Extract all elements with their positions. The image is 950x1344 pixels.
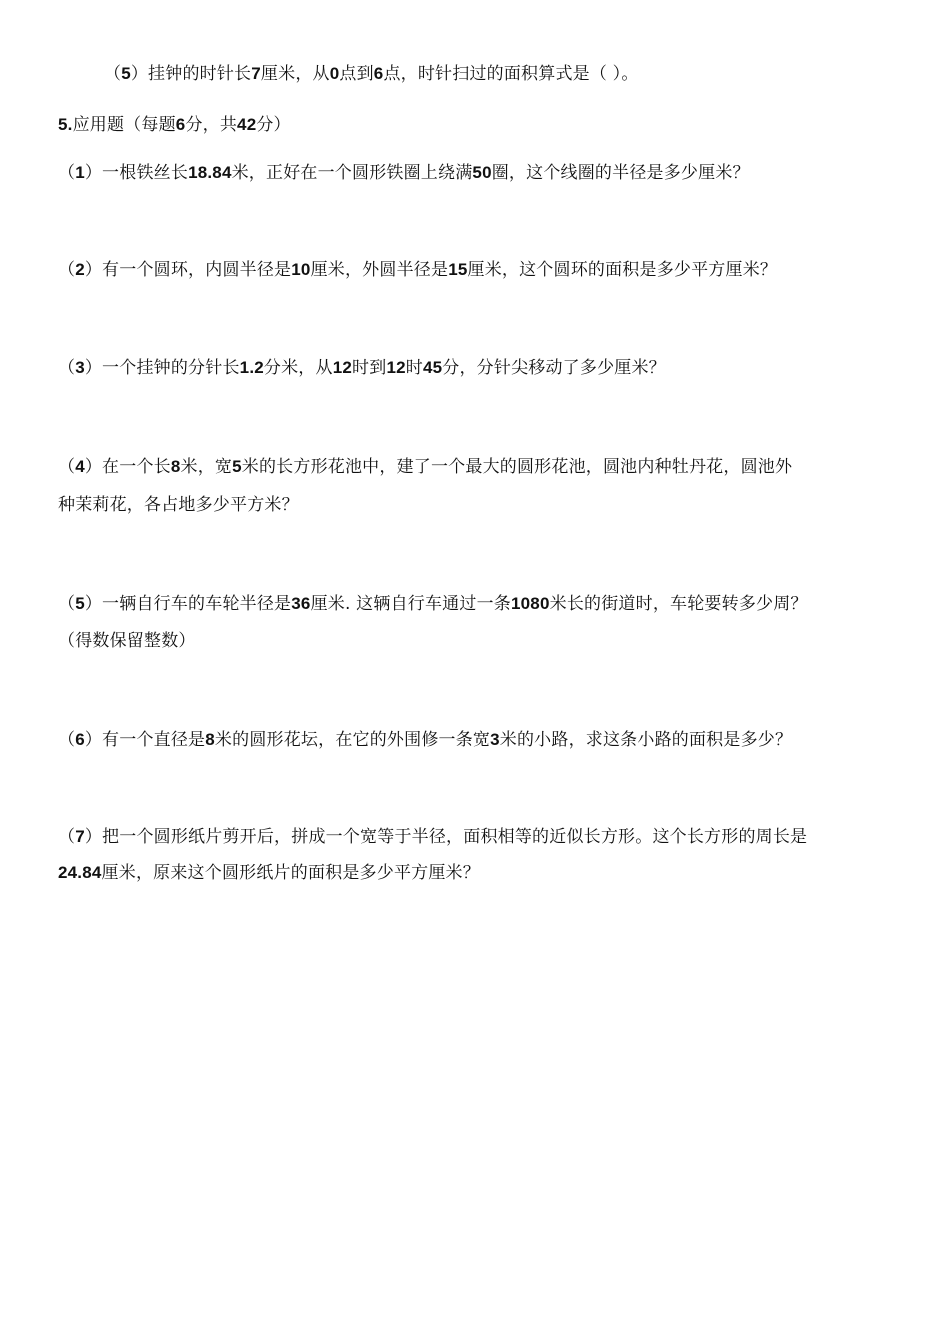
question-number: 6 [75, 730, 85, 749]
question-number: 7 [75, 827, 85, 846]
number: 42 [237, 115, 257, 134]
question-1 [58, 162, 750, 184]
question-number: 5 [121, 64, 131, 83]
number: 8 [170, 457, 181, 476]
paren-open: （ [58, 594, 76, 614]
question-number: 5 [75, 594, 85, 613]
question-text: ）有一个直径是 [84, 730, 206, 750]
question-7-continuation [58, 862, 480, 884]
question-number: 2 [75, 260, 85, 279]
section-text: 分） [256, 115, 291, 135]
question-7 [58, 826, 807, 848]
question-5-continuation: （得数保留整数） [58, 631, 196, 651]
number: 10 [291, 260, 311, 279]
paren-open: （ [58, 730, 76, 750]
question-4-continuation: 种茉莉花，各占地多少平方米？ [58, 495, 299, 515]
question-text: 米长的街道时，车轮要转多少周？ [549, 594, 808, 614]
number: 50 [472, 163, 492, 182]
question-number: 4 [75, 457, 85, 476]
number: 12 [332, 358, 353, 377]
section-heading [58, 114, 291, 136]
paren-open: （ [104, 64, 122, 84]
question-text: 厘米. 这辆自行车通过一条 [310, 594, 511, 614]
question-text: ）一个挂钟的分针长 [84, 358, 240, 378]
number: 45 [422, 358, 443, 377]
number: 0 [329, 64, 340, 83]
number: 6 [175, 115, 186, 134]
question-text: 厘米，原来这个圆形纸片的面积是多少平方厘米？ [101, 863, 480, 883]
paren-open: （ [58, 457, 76, 477]
question-text: 厘米，从 [260, 64, 330, 84]
paren-open: （ [58, 827, 76, 847]
question-text: 分米，从 [263, 358, 333, 378]
section-text: 应用题（每题 [72, 115, 176, 135]
paren-open: （ [58, 358, 76, 378]
question-text: 圈，这个线圈的半径是多少厘米？ [491, 163, 750, 183]
question-text: ）挂钟的时针长 [130, 64, 252, 84]
number: 24.84 [58, 863, 102, 882]
question-text: 米的圆形花坛，在它的外围修一条宽 [214, 730, 491, 750]
number: 12 [386, 358, 406, 377]
number: 15 [448, 260, 468, 279]
number: 8 [205, 730, 215, 749]
question-5 [58, 593, 808, 615]
question-text: 时到 [352, 358, 387, 378]
question-2 [58, 259, 777, 281]
question-text: 米，正好在一个圆形铁圈上绕满 [231, 163, 473, 183]
question-3 [58, 357, 666, 379]
question-text: 分，分针尖移动了多少厘米？ [442, 358, 666, 378]
question-text: 厘米，这个圆环的面积是多少平方厘米？ [467, 260, 778, 280]
question-text: 点到 [339, 64, 374, 84]
question-text: 时 [405, 358, 423, 378]
question-number: 3 [75, 358, 85, 377]
number: 18.84 [188, 163, 232, 182]
question-text: ）有一个圆环，内圆半径是 [84, 260, 292, 280]
section-text: 分，共 [185, 115, 238, 135]
number: 6 [373, 64, 384, 83]
paren-open: （ [58, 163, 76, 183]
number: 3 [490, 730, 500, 749]
section-number: 5. [58, 115, 73, 134]
paren-open: （ [58, 260, 76, 280]
number: 1080 [511, 594, 550, 613]
question-6 [58, 729, 792, 751]
number: 36 [291, 594, 311, 613]
question-text: ）一辆自行车的车轮半径是 [84, 594, 292, 614]
question-text: 米的小路，求这条小路的面积是多少？ [499, 730, 793, 750]
question-4 [58, 456, 792, 478]
question-text: 米，宽 [180, 457, 233, 477]
question-text: 点，时针扫过的面积算式是（ ）。 [383, 64, 639, 84]
question-text: ）把一个圆形纸片剪开后，拼成一个宽等于半径，面积相等的近似长方形。这个长方形的周长是 [84, 827, 808, 847]
number: 5 [232, 457, 242, 476]
question-number: 1 [75, 163, 85, 182]
question-text: ）在一个长 [84, 457, 171, 477]
number: 7 [251, 64, 261, 83]
number: 1.2 [239, 358, 264, 377]
question-text: 米的长方形花池中，建了一个最大的圆形花池，圆池内种牡丹花，圆池外 [241, 457, 793, 477]
question-text: 厘米，外圆半径是 [310, 260, 449, 280]
question-text: ）一根铁丝长 [84, 163, 189, 183]
question-top-5 [104, 63, 639, 85]
